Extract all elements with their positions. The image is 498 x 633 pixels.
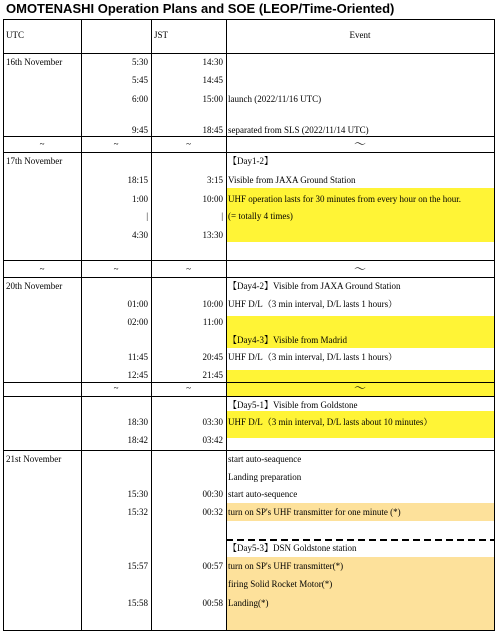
row-jst-time: 18:45 [202,125,223,135]
row-event: 【Day1-2】 [228,156,273,166]
gap-mark-jst-3: ~ [186,383,191,393]
day5-1-top [3,396,494,397]
row-event: 【Day4-3】Visible from Madrid [228,335,347,345]
gap-mark-date-1: ~ [39,139,45,149]
row-event: start auto-sequence [228,489,298,499]
row-utc-time: 5:45 [131,75,148,85]
dashed-separator [226,539,494,541]
section-date-1: 17th November [6,156,63,166]
row-utc-time: 18:42 [127,435,148,445]
row-jst-time: 00:57 [202,561,223,571]
row-utc-time: 15:32 [127,507,148,517]
gap-mark-event-2: ～ [353,262,366,276]
section-2-bottom [3,260,494,261]
section-2-top [3,152,494,153]
frame-left [3,19,4,630]
row-jst-time: 00:32 [202,507,223,517]
header-event: Event [349,30,371,40]
row-jst-time: 00:30 [202,489,223,499]
gap-mark-event-3: ～ [353,381,366,395]
row-event: launch (2022/11/16 UTC) [228,94,322,104]
row-event: start auto-seaquence [228,454,302,464]
row-jst-time: 3:15 [206,175,223,185]
row-jst-time: 00:58 [202,598,223,608]
row-event: Visible from JAXA Ground Station [228,175,356,185]
row-event: separated from SLS (2022/11/14 UTC) [228,125,369,135]
row-event: UHF operation lasts for 30 minutes from every hour on the hour. [228,194,461,204]
row-utc-time: 5:30 [131,57,148,67]
row-jst-time: 20:45 [202,352,223,362]
row-event: firing Solid Rocket Motor(*) [228,579,333,589]
row-utc-time: 15:58 [127,598,148,608]
section-3-top [3,277,494,278]
frame-bottom [3,630,495,631]
row-utc-time: 6:00 [131,94,148,104]
gap-mark-utc-1: ~ [113,139,119,149]
row-utc-time: 01:00 [127,299,148,309]
header-utc: UTC [6,30,24,40]
row-utc-time: | [146,211,148,221]
row-jst-time: 03:30 [202,417,223,427]
row-jst-time: 10:00 [202,299,223,309]
row-jst-time: 14:45 [202,75,223,85]
row-event: 【Day4-2】Visible from JAXA Ground Station [228,281,401,291]
gap-mark-jst-1: ~ [186,139,191,149]
row-event: 【Day5-1】Visible from Goldstone [228,400,358,410]
row-event: UHF D/L（3 min interval, D/L lasts about 10 minutes） [228,417,433,427]
row-jst-time: 11:00 [202,317,223,327]
row-utc-time: 1:00 [131,194,148,204]
section-date-0: 16th November [6,57,63,67]
header-bottom [3,53,494,54]
row-jst-time: 10:00 [202,194,223,204]
frame-top [3,19,495,20]
highlight-day4-2-tail [226,346,494,348]
gap-mark-utc-2: ~ [113,264,119,274]
gap-mark-jst-2: ~ [186,264,191,274]
gap-mark-date-2: ~ [39,264,45,274]
row-jst-time: 13:30 [202,230,223,240]
gap-mark-utc-3: ~ [113,383,119,393]
page-title: OMOTENASHI Operation Plans and SOE (LEOP/Time-Oriented) [6,1,395,16]
row-utc-time: 12:45 [127,370,148,380]
row-jst-time: 15:00 [202,94,223,104]
row-utc-time: 02:00 [127,317,148,327]
row-jst-time: | [221,211,223,221]
row-event: (= totally 4 times) [228,211,293,221]
section-date-2: 20th November [6,281,63,291]
row-event: Landing preparation [228,472,302,482]
section-date-3: 21st November [6,454,62,464]
row-event: turn on SP's UHF transmitter for one minute (*) [228,507,401,517]
row-utc-time: 18:15 [127,175,148,185]
row-event: 【Day5-3】DSN Goldstone station [228,543,357,553]
gap-mark-event-1: ～ [353,137,366,151]
row-jst-time: 14:30 [202,57,223,67]
row-jst-time: 03:42 [202,435,223,445]
row-utc-time: 11:45 [127,352,148,362]
frame-right [494,19,495,631]
row-utc-time: 9:45 [131,125,148,135]
section-3-bottom [3,450,494,451]
section-1-bottom [3,136,494,137]
header-jst: JST [154,30,169,40]
row-jst-time: 21:45 [202,370,223,380]
row-event: Landing(*) [228,598,269,608]
row-event: turn on SP's UHF transmitter(*) [228,561,344,571]
row-event: UHF D/L（3 min interval, D/L lasts 1 hours） [228,352,398,362]
row-utc-time: 15:57 [127,561,148,571]
row-utc-time: 4:30 [131,230,148,240]
row-event: UHF D/L（3 min interval, D/L lasts 1 hours） [228,299,398,309]
row-utc-time: 15:30 [127,489,148,499]
row-utc-time: 18:30 [127,417,148,427]
